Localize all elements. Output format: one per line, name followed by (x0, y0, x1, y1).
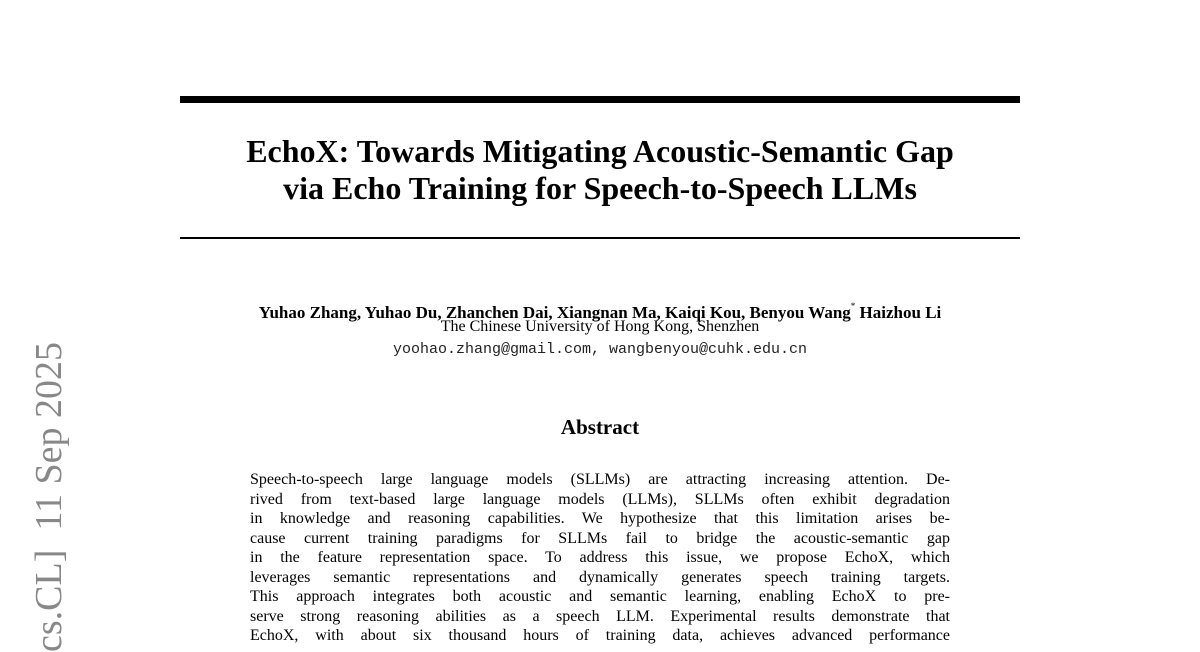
author-names: Yuhao Zhang, Yuhao Du, Zhanchen Dai, Xiangnan Ma, Kaiqi Kou, Benyou Wang (258, 303, 851, 322)
abstract-line: Speech-to-speech large language models (SLLMs) are attracting increasing attention. De- (250, 471, 950, 488)
abstract-line: leverages semantic representations and dynamically generates speech training targets. (250, 568, 950, 586)
abstract-line: in the feature representation space. To address this issue, we propose EchoX, which (250, 549, 950, 566)
abstract-line: This approach integrates both acoustic and semantic learning, enabling EchoX to pre- (250, 588, 950, 605)
title-line: EchoX: Towards Mitigating Acoustic-Semantic Gap (246, 133, 954, 169)
affiliation: The Chinese University of Hong Kong, Shenzhen (440, 318, 760, 335)
abstract-line: cause current training paradigms for SLLMs fail to bridge the acoustic-semantic gap (250, 529, 950, 547)
abstract-line: serve strong reasoning abilities as a speech LLM. Experimental results demonstrate that (250, 607, 950, 625)
paper-title (180, 133, 1020, 207)
abstract-line: EchoX, with about six thousand hours of training data, achieves advanced performance (250, 627, 950, 644)
arxiv-side-stamp: cs.CL] 11 Sep 2025 (28, 342, 70, 652)
corresponding-author-mark: * (850, 301, 856, 311)
abstract-line: in knowledge and reasoning capabilities. We hypothesize that this limitation arises be- (250, 510, 950, 527)
abstract-heading: Abstract (560, 415, 640, 439)
author-emails: yoohao.zhang@gmail.com, wangbenyou@cuhk.edu.cn (392, 341, 808, 358)
abstract-line: rived from text-based large language models (LLMs), SLLMs often exhibit degradation (250, 490, 950, 508)
abstract-body (250, 470, 950, 646)
title-bottom-rule (180, 237, 1020, 239)
author-last: Haizhou Li (855, 303, 942, 322)
title-line: via Echo Training for Speech-to-Speech LLMs (283, 170, 917, 206)
title-top-rule (180, 96, 1020, 103)
